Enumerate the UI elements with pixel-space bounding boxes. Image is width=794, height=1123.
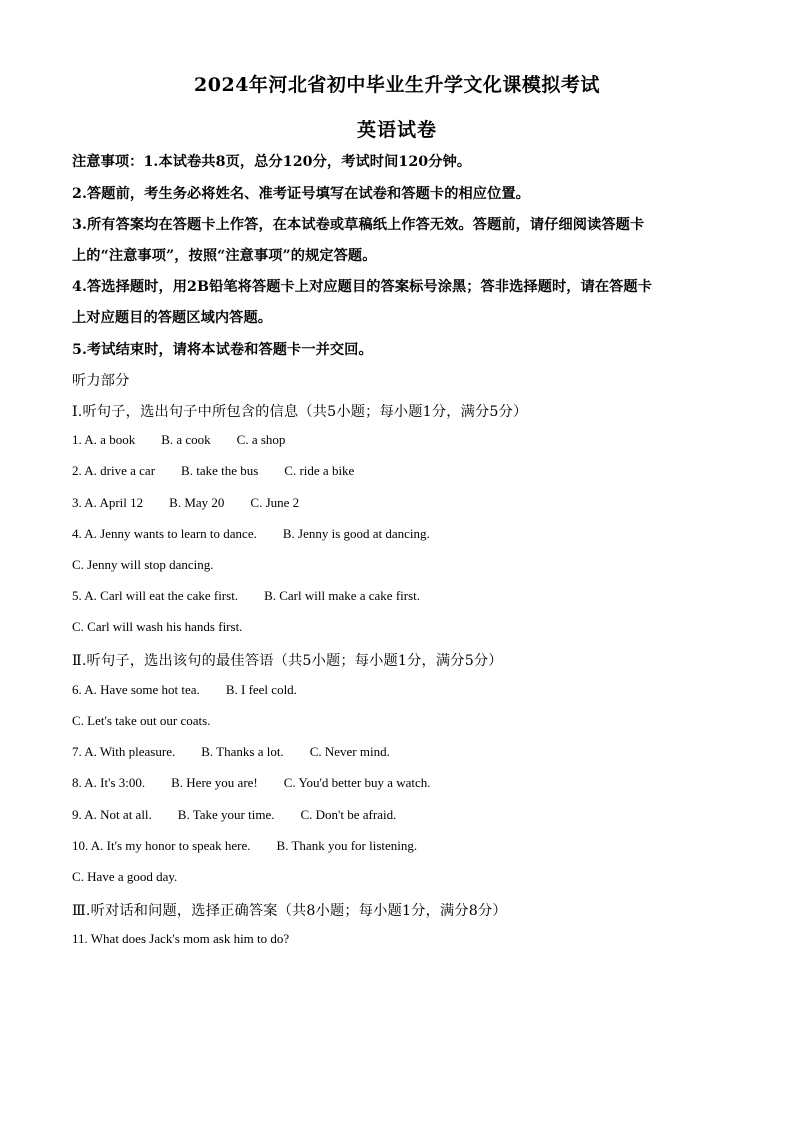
q2-option-c: C. ride a bike [284,463,355,478]
q10-option-c: C. Have a good day. [72,869,178,884]
question-10 [72,838,732,854]
q8-option-a: 8. A. It's 3:00. [72,775,146,790]
q4-option-c: C. Jenny will stop dancing. [72,557,214,572]
q9-option-b: B. Take your time. [177,807,275,822]
q10-option-b: B. Thank you for listening. [276,838,418,853]
q3-option-b: B. May 20 [169,495,225,510]
q10-option-a: 10. A. It's my honor to speak here. [72,838,251,853]
q4-option-b: B. Jenny is good at dancing. [282,526,430,541]
q1-option-a: 1. A. a book [72,432,136,447]
note-line-3: 3.所有答案均在答题卡上作答，在本试卷或草稿纸上作答无效。答题前，请仔细阅读答题卡 [72,217,645,233]
question-8 [72,775,732,791]
q2-option-b: B. take the bus [181,463,259,478]
question-1 [72,432,732,448]
q3-option-a: 3. A. April 12 [72,495,144,510]
part-heading: 听力部分 [72,373,130,389]
q7-option-c: C. Never mind. [309,744,390,759]
q2-option-a: 2. A. drive a car [72,463,156,478]
q5-option-a: 5. A. Carl will eat the cake first. [72,588,239,603]
question-9 [72,807,732,823]
note-line-4: 上的“注意事项”，按照“注意事项”的规定答题。 [72,248,377,264]
q6-option-c: C. Let's take out our coats. [72,713,211,728]
q8-option-b: B. Here you are! [171,775,258,790]
q5-option-c: C. Carl will wash his hands first. [72,619,243,634]
q6-option-a: 6. A. Have some hot tea. [72,682,200,697]
q1-option-c: C. a shop [236,432,286,447]
note-line-5: 4.答选择题时，用2B铅笔将答题卡上对应题目的答案标号涂黑；答非选择题时，请在答题卡 [72,279,653,295]
section-heading-1: Ⅰ.听句子，选出句子中所包含的信息（共5小题；每小题1分，满分5分） [72,404,528,420]
question-3 [72,495,732,511]
q8-option-c: C. You'd better buy a watch. [283,775,431,790]
question-11: 11. What does Jack's mom ask him to do? [72,931,290,946]
q7-option-a: 7. A. With pleasure. [72,744,176,759]
question-2 [72,463,732,479]
question-4 [72,526,732,542]
question-7 [72,744,732,760]
note-line-7: 5.考试结束时，请将本试卷和答题卡一并交回。 [72,342,373,358]
section-heading-3: Ⅲ.听对话和问题，选择正确答案（共8小题；每小题1分，满分8分） [72,903,507,919]
q9-option-c: C. Don't be afraid. [300,807,397,822]
section-heading-2: Ⅱ.听句子，选出该句的最佳答语（共5小题；每小题1分，满分5分） [72,653,503,669]
note-line-2: 2.答题前，考生务必将姓名、准考证号填写在试卷和答题卡的相应位置。 [72,186,530,202]
page-subtitle: 英语试卷 [356,119,437,141]
q4-option-a: 4. A. Jenny wants to learn to dance. [72,526,257,541]
page-title: 2024年河北省初中毕业生升学文化课模拟考试 [194,74,600,96]
q3-option-c: C. June 2 [250,495,300,510]
q5-option-b: B. Carl will make a cake first. [264,588,421,603]
q9-option-a: 9. A. Not at all. [72,807,152,822]
q7-option-b: B. Thanks a lot. [201,744,284,759]
question-5 [72,588,732,604]
question-6 [72,682,732,698]
note-line-6: 上对应题目的答题区域内答题。 [72,310,273,326]
note-line-1: 注意事项：1.本试卷共8页，总分120分，考试时间120分钟。 [72,154,472,170]
q6-option-b: B. I feel cold. [225,682,297,697]
q1-option-b: B. a cook [161,432,211,447]
